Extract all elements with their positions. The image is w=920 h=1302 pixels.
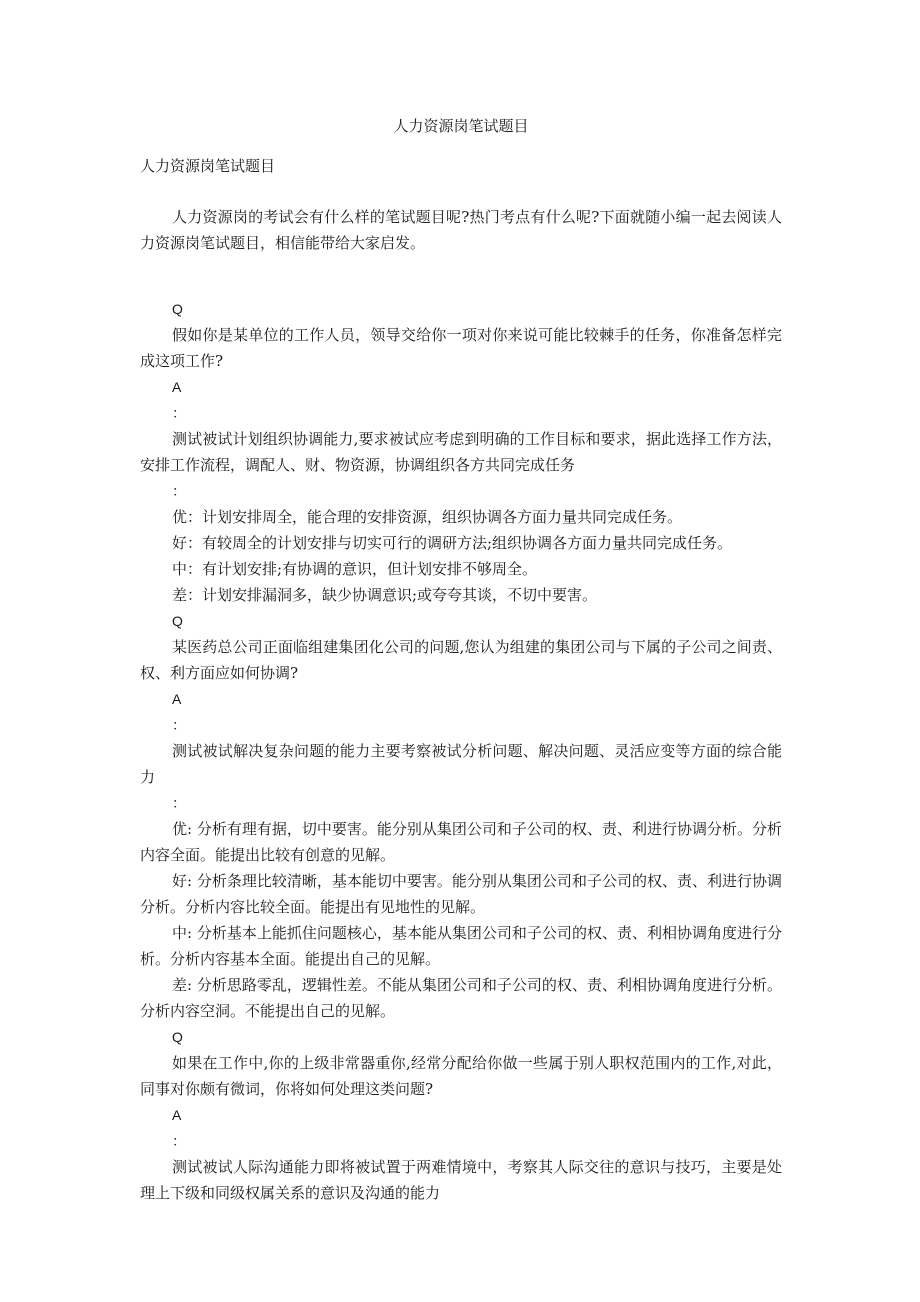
qa-item-3 (140, 1024, 782, 1206)
question-text: 假如你是某单位的工作人员，领导交给你一项对你来说可能比较棘手的任务，你准备怎样完成这项工作? (140, 326, 782, 370)
document-body (140, 112, 782, 1206)
grade-good: 好: 分析条理比较清晰，基本能切中要害。能分别从集团公司和子公司的权、责、利进行协调分析。分析内容比较全面。能提出有见地性的见解。 (140, 872, 782, 916)
question-text: 某医药总公司正面临组建集团化公司的问题,您认为组建的集团公司与下属的子公司之间责、权、利方面应如何协调? (140, 638, 782, 682)
question-text: 如果在工作中,你的上级非常器重你,经常分配给你做一些属于别人职权范围内的工作,对此，同事对你颇有微词，你将如何处理这类问题? (140, 1054, 782, 1098)
answer-text: 测试被试解决复杂问题的能力主要考察被试分析问题、解决问题、灵活应变等方面的综合能力 (140, 742, 782, 786)
grade-excellent: 优：计划安排周全，能合理的安排资源，组织协调各方面力量共同完成任务。 (172, 508, 683, 526)
grade-poor: 差：计划安排漏洞多，缺少协调意识;或夸夸其谈，不切中要害。 (172, 586, 598, 604)
document-title: 人力资源岗笔试题目 (393, 117, 529, 135)
grades-colon: ： (172, 795, 186, 811)
answer-text: 测试被试人际沟通能力即将被试置于两难情境中，考察其人际交往的意识与技巧，主要是处理上下级和同级权属关系的意识及沟通的能力 (140, 1158, 782, 1202)
grade-good: 好：有较周全的计划安排与切实可行的调研方法;组织协调各方面力量共同完成任务。 (172, 534, 733, 552)
answer-colon: ： (172, 405, 186, 421)
answer-marker: A (172, 1107, 182, 1123)
qa-item-1 (140, 296, 782, 608)
question-marker: Q (172, 613, 183, 629)
answer-marker: A (172, 379, 182, 395)
answer-text: 测试被试计划组织协调能力,要求被试应考虑到明确的工作目标和要求，据此选择工作方法，安排工作流程，调配人、财、物资源，协调组织各方共同完成任务 (140, 430, 782, 474)
qa-item-2 (140, 608, 782, 1024)
grade-average: 中：有计划安排;有协调的意识，但计划安排不够周全。 (172, 560, 538, 578)
spacer (140, 256, 782, 288)
answer-colon: ： (172, 1133, 186, 1149)
grades-colon: ： (172, 483, 186, 499)
question-marker: Q (172, 301, 183, 317)
intro-text: 人力资源岗的考试会有什么样的笔试题目呢?热门考点有什么呢?下面就随小编一起去阅读人力资源岗笔试题目，相信能带给大家启发。 (140, 208, 782, 252)
grade-excellent: 优: 分析有理有据，切中要害。能分别从集团公司和子公司的权、责、利进行协调分析。分析内容全面。能提出比较有创意的见解。 (140, 820, 782, 864)
grade-poor: 差: 分析思路零乱，逻辑性差。不能从集团公司和子公司的权、责、利相协调角度进行分析。分析内容空洞。不能提出自己的见解。 (140, 976, 782, 1020)
document-subtitle: 人力资源岗笔试题目 (140, 157, 276, 175)
intro-paragraph (140, 204, 782, 256)
answer-colon: ： (172, 717, 186, 733)
question-marker: Q (172, 1029, 183, 1045)
answer-marker: A (172, 691, 182, 707)
grade-average: 中: 分析基本上能抓住问题核心，基本能从集团公司和子公司的权、责、利相协调角度进行分析。分析内容基本全面。能提出自己的见解。 (140, 924, 782, 968)
